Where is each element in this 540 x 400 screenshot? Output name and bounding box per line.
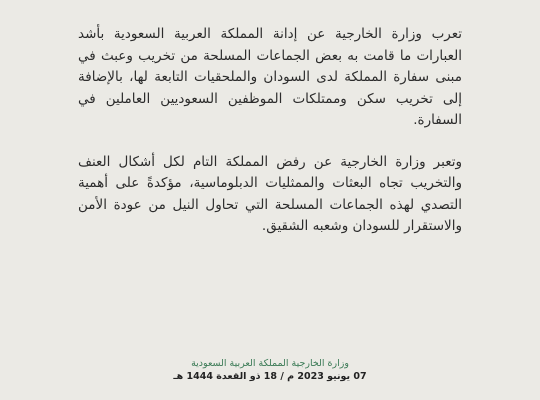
ministry-name: وزارة الخارجية المملكة العربية السعودية <box>191 358 349 369</box>
statement-date: 07 يونيو 2023 م / 18 ذو القعدة 1444 هـ <box>173 371 367 382</box>
statement-body <box>78 24 462 238</box>
statement-paragraph-1: تعرب وزارة الخارجية عن إدانة المملكة العربية السعودية بأشد العبارات ما قامت به بعض الجماعات المسلحة من تخريب وعبث في مبنى سفارة المملكة لدى السودان والملحقيات التابعة لها، بالإضافة إلى تخريب سكن وممتلكات الموظفين السعوديين العاملين في السفارة. <box>78 26 462 128</box>
statement-footer <box>0 357 540 384</box>
statement-paragraph-2: وتعبر وزارة الخارجية عن رفض المملكة التام لكل أشكال العنف والتخريب تجاه البعثات والممثليات الدبلوماسية، مؤكدةً على أهمية التصدي لهذه الجماعات المسلحة التي تحاول النيل من عودة الأمن والاستقرار للسودان وشعبه الشقيق. <box>78 153 462 234</box>
